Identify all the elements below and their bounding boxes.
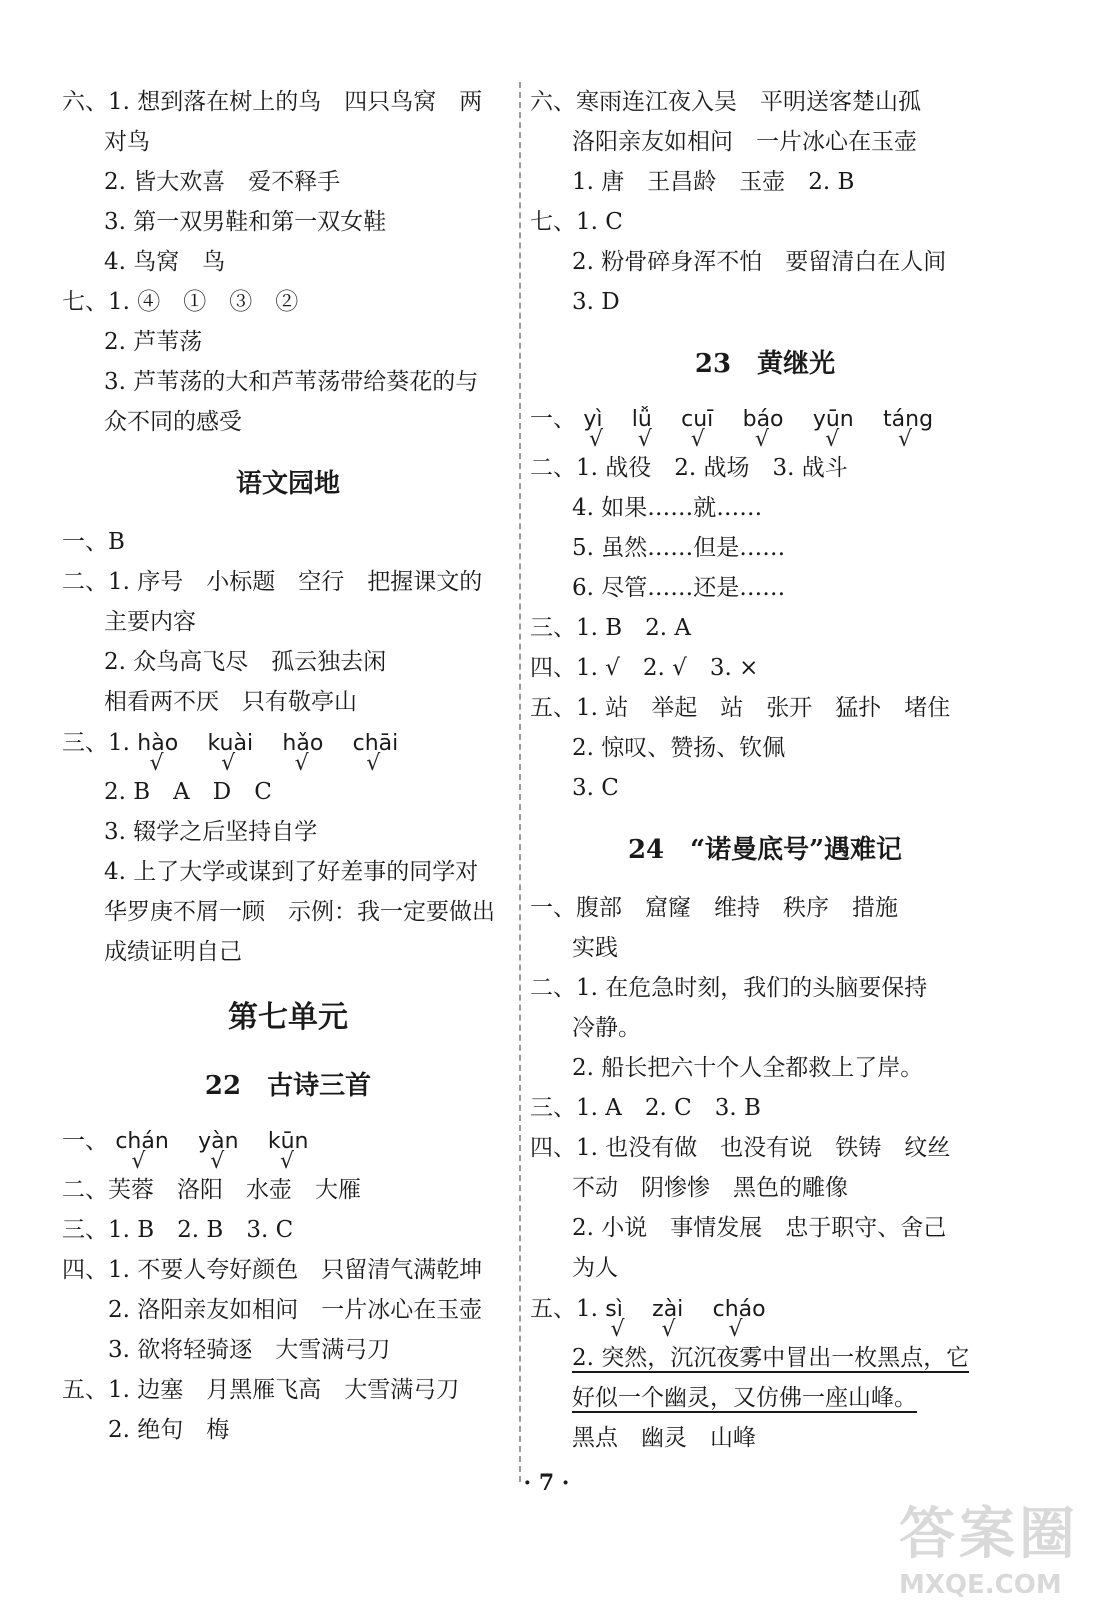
answer-line: 对鸟 [104, 129, 150, 155]
answer-line: 六、寒雨连江夜入吴 平明送客楚山孤 [530, 89, 921, 115]
answer-line: 3. D [572, 289, 620, 315]
watermark-text: 答案圈 [899, 1502, 1079, 1567]
answer-line [530, 1338, 1000, 1378]
answer-line: 四、1. √ 2. √ 3. × [530, 655, 759, 681]
answer-line: 2. 粉骨碎身浑不怕 要留清白在人间 [572, 249, 947, 275]
answer-line: 四、1. 不要人夸好颜色 只留清气满乾坤 [62, 1257, 483, 1283]
pinyin-option: táng √ [883, 399, 933, 441]
pinyin-option: lǚ √ [632, 399, 652, 441]
answer-line: 2. 小说 事情发展 忠于职守、舍己 [572, 1215, 947, 1241]
answer-line: 黑点 幽灵 山峰 [572, 1425, 756, 1451]
answer-line: 六、1. 想到落在树上的鸟 四只鸟窝 两 [62, 89, 483, 115]
question-prefix: 一、 [62, 1128, 108, 1154]
lesson-title: 23 黄继光 [694, 349, 836, 379]
underlined-sentence: 好似一个幽灵，又仿佛一座山峰。 [572, 1385, 917, 1411]
check-mark-icon: √ [637, 427, 652, 452]
pinyin-option: yàn √ [198, 1121, 238, 1163]
answer-line: 洛阳亲友如相问 一片冰心在玉壶 [572, 129, 917, 155]
answer-line: 1. 唐 王昌龄 玉壶 2. B [572, 169, 855, 195]
pinyin-row [62, 1120, 514, 1174]
answer-line: 3. 辍学之后坚持自学 [104, 819, 318, 845]
answer-line: 4. 鸟窝 鸟 [104, 249, 226, 275]
pinyin-option: yūn √ [813, 399, 854, 441]
answer-line: 三、1. A 2. C 3. B [530, 1095, 761, 1121]
answer-line: 3. 第一双男鞋和第一双女鞋 [104, 209, 387, 235]
watermark-logo [899, 1490, 1079, 1600]
check-mark-icon: √ [898, 427, 913, 452]
pinyin-option: hǎo √ [282, 723, 323, 765]
pinyin-option: chāi √ [353, 723, 399, 765]
answer-line: 一、腹部 窟窿 维持 秩序 措施 [530, 895, 898, 921]
answer-line: 2. 皆大欢喜 爱不释手 [104, 169, 341, 195]
watermark-url: MXQE.COM [899, 1570, 1062, 1600]
check-mark-icon: √ [210, 1149, 225, 1174]
answer-line: 3. C [572, 775, 619, 801]
pinyin-option: chán √ [115, 1121, 168, 1163]
check-mark-icon: √ [366, 751, 381, 776]
answer-line: 5. 虽然……但是…… [572, 535, 786, 561]
pinyin-option: sì √ [605, 1289, 623, 1331]
check-mark-icon: √ [728, 1317, 743, 1342]
right-column [530, 80, 1000, 1458]
lesson-title: 24 “诺曼底号”遇难记 [627, 835, 903, 865]
answer-line: 不动 阴惨惨 黑色的雕像 [572, 1175, 848, 1201]
check-mark-icon: √ [149, 751, 164, 776]
pinyin-option: cuī √ [681, 399, 713, 441]
question-prefix: 一、 [530, 406, 576, 432]
check-mark-icon: √ [754, 427, 769, 452]
answer-line: 4. 上了大学或谋到了好差事的同学对 [104, 859, 479, 885]
answer-line: 五、1. 边塞 月黑雁飞高 大雪满弓刀 [62, 1377, 460, 1403]
lesson-title: 22 古诗三首 [204, 1071, 372, 1101]
answer-line: 三、1. B 2. B 3. C [62, 1217, 294, 1243]
pinyin-option: cháo √ [713, 1289, 766, 1331]
section-heading: 语文园地 [235, 469, 340, 499]
check-mark-icon: √ [825, 427, 840, 452]
check-mark-icon: √ [610, 1317, 625, 1342]
answer-line [530, 1378, 1000, 1418]
answer-line: 七、1. C [530, 209, 623, 235]
answer-line: 华罗庚不屑一顾 示例：我一定要做出 [104, 899, 495, 925]
check-mark-icon: √ [589, 427, 604, 452]
pinyin-option: hào √ [137, 723, 178, 765]
answer-line: 2. 芦苇荡 [104, 329, 203, 355]
check-mark-icon: √ [661, 1317, 676, 1342]
answer-line: 2. B A D C [104, 779, 272, 805]
answer-line: 冷静。 [572, 1015, 641, 1041]
check-mark-icon: √ [690, 427, 705, 452]
answer-line: 4. 如果……就…… [572, 495, 763, 521]
answer-line: 众不同的感受 [104, 409, 242, 435]
answer-line: 相看两不厌 只有敬亭山 [104, 689, 357, 715]
pinyin-option: kuài √ [207, 723, 253, 765]
answer-line: 3. 芦苇荡的大和芦苇荡带给葵花的与 [104, 369, 479, 395]
check-mark-icon: √ [280, 1149, 295, 1174]
answer-line: 2. 惊叹、赞扬、钦佩 [572, 735, 786, 761]
answer-line: 3. 欲将轻骑逐 大雪满弓刀 [108, 1337, 391, 1363]
answer-line: 二、芙蓉 洛阳 水壶 大雁 [62, 1177, 361, 1203]
page-number: · 7 · [523, 1470, 570, 1496]
answer-line: 实践 [572, 935, 618, 961]
answer-line: 6. 尽管……还是…… [572, 575, 786, 601]
answer-line: 四、1. 也没有做 也没有说 铁铸 纹丝 [530, 1135, 951, 1161]
answer-line: 2. 绝句 梅 [108, 1417, 230, 1443]
check-mark-icon: √ [221, 751, 236, 776]
answer-line: 二、1. 战役 2. 战场 3. 战斗 [530, 455, 848, 481]
pinyin-row [530, 398, 1000, 452]
underlined-sentence: 2. 突然，沉沉夜雾中冒出一枚黑点，它 [572, 1345, 970, 1371]
check-mark-icon: √ [294, 751, 309, 776]
pinyin-option: yì √ [583, 399, 602, 441]
answer-line: 三、1. B 2. A [530, 615, 692, 641]
answer-line: 五、1. 站 举起 站 张开 猛扑 堵住 [530, 695, 951, 721]
left-column [62, 80, 514, 1450]
answer-line: 2. 洛阳亲友如相问 一片冰心在玉壶 [108, 1297, 483, 1323]
answer-line: 二、1. 在危急时刻，我们的头脑要保持 [530, 975, 928, 1001]
answer-line: 一、B [62, 529, 125, 555]
pinyin-option: zài √ [652, 1289, 683, 1331]
answer-line: 2. 众鸟高飞尽 孤云独去闲 [104, 649, 387, 675]
pinyin-row [530, 1288, 1000, 1342]
column-divider [519, 82, 521, 1482]
question-prefix: 五、1. [530, 1296, 598, 1322]
answer-line: 二、1. 序号 小标题 空行 把握课文的 [62, 569, 483, 595]
answer-line: 成绩证明自己 [104, 939, 242, 965]
answer-line: 2. 船长把六十个人全都救上了岸。 [572, 1055, 924, 1081]
pinyin-option: báo √ [743, 399, 784, 441]
answer-line: 主要内容 [104, 609, 196, 635]
pinyin-row [62, 722, 514, 776]
unit-title: 第七单元 [228, 1000, 348, 1035]
check-mark-icon: √ [131, 1149, 146, 1174]
question-prefix: 三、1. [62, 730, 130, 756]
answer-line: 为人 [572, 1255, 618, 1281]
pinyin-option: kūn √ [268, 1121, 309, 1163]
answer-line: 七、1. ④ ① ③ ② [62, 289, 299, 315]
